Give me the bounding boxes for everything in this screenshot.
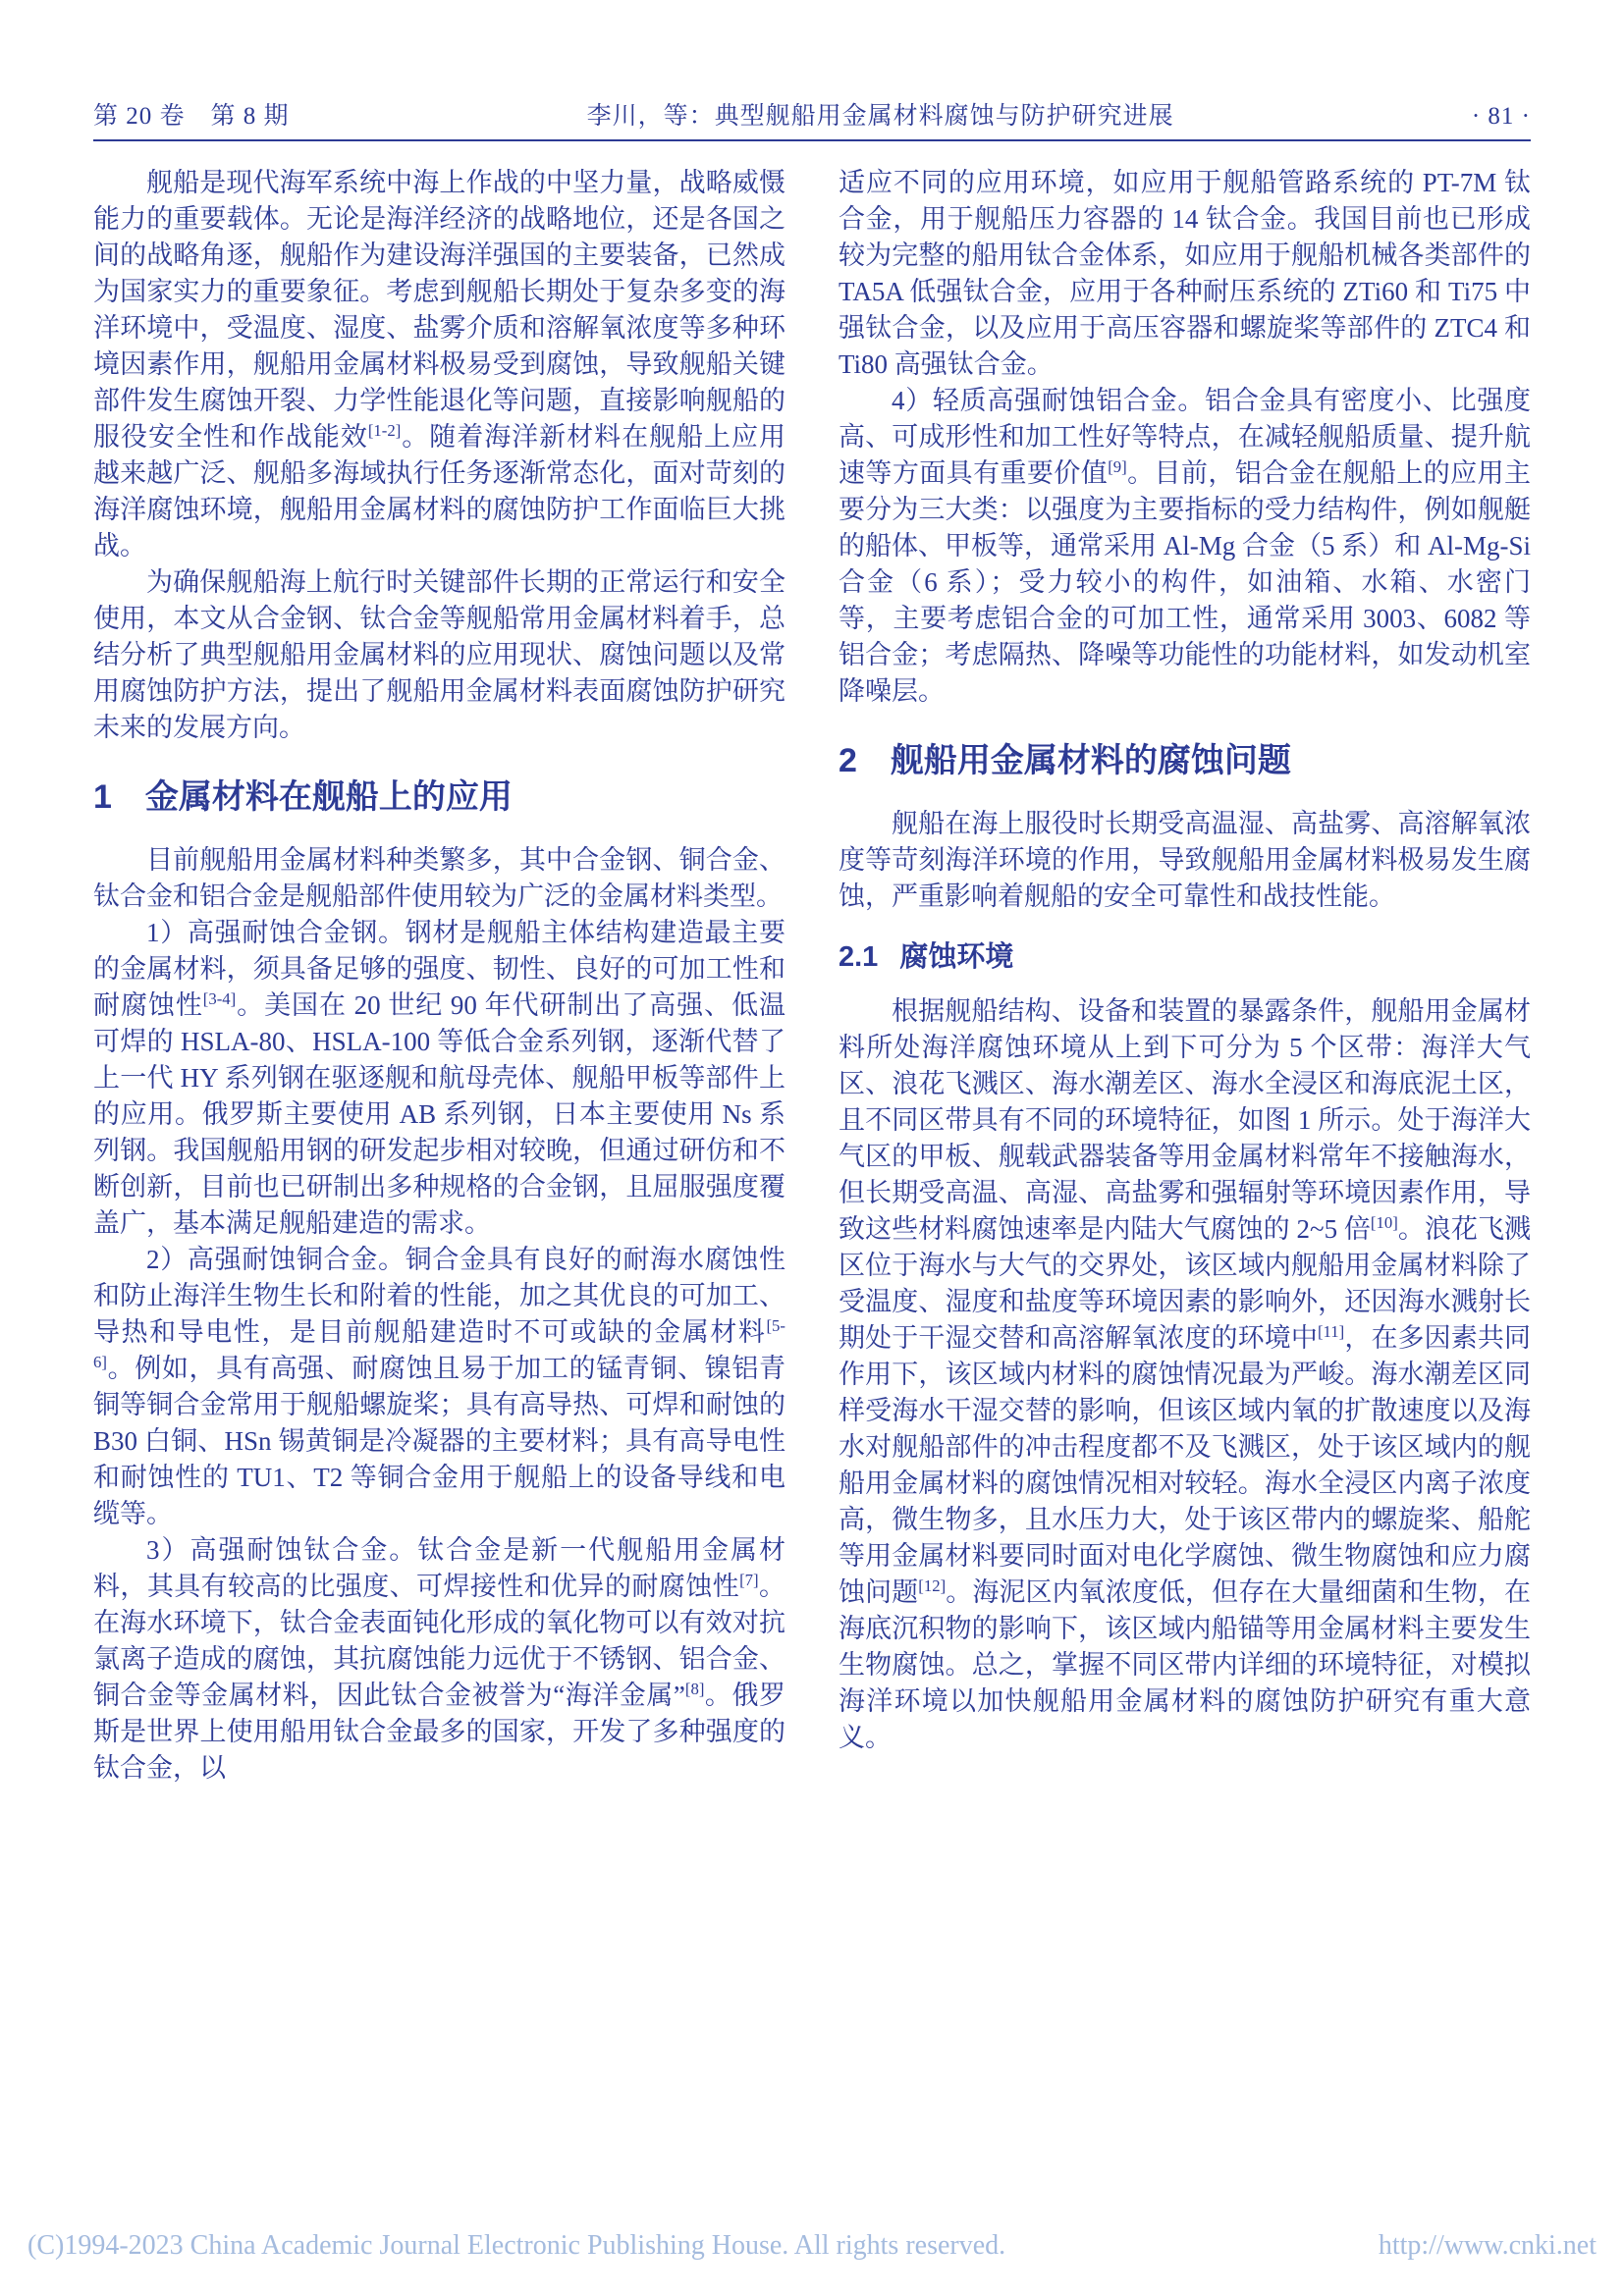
paragraph-s1-item3-continued: 适应不同的应用环境，如应用于舰船管路系统的 PT-7M 钛合金，用于舰船压力容器的 14 钛合金。我国目前也已形成较为完整的船用钛合金体系，如应用于舰船机械各类部件的 TA5A 低强钛合金，应用于各种耐压系统的 ZTi60 和 Ti75 中强钛合金，以及应用于高压容器和螺旋桨等部件的 ZTC4 和 Ti80 高强钛合金。 [839, 168, 1531, 379]
section-1-heading [93, 775, 785, 819]
paragraph-s2-intro: 舰船在海上服役时长期受高温湿、高盐雾、高溶解氧浓度等苛刻海洋环境的作用，导致舰船用金属材料极易发生腐蚀，严重影响着舰船的安全可靠性和战技性能。 [839, 809, 1531, 911]
header-volume-issue: 第 20 卷 第 8 期 [93, 103, 290, 130]
section-2-1-heading [839, 938, 1531, 976]
header-running-title: 李川，等：典型舰船用金属材料腐蚀与防护研究进展 [586, 103, 1174, 130]
header-rule [93, 139, 1531, 141]
article-body [93, 165, 1531, 1787]
section-2-title: 舰船用金属材料的腐蚀问题 [890, 742, 1291, 779]
paragraph-s1-item2-copper: 2）高强耐蚀铜合金。铜合金具有良好的耐海水腐蚀性和防止海洋生物生长和附着的性能，加之其优良的可加工、导热和导电性，是目前舰船建造时不可或缺的金属材料[5-6]。例如，具有高强、耐腐蚀且易于加工的锰青铜、镍铝青铜等铜合金常用于舰船螺旋桨；具有高导热、可焊和耐蚀的 B30 白铜、HSn 锡黄铜是冷凝器的主要材料；具有高导电性和耐蚀性的 TU1、T2 等铜合金用于舰船上的设备导线和电缆等。 [93, 1245, 785, 1528]
section-2-1-title: 腐蚀环境 [899, 941, 1014, 973]
paragraph-s1-item3-titanium: 3）高强耐蚀钛合金。钛合金是新一代舰船用金属材料，其具有较高的比强度、可焊接性和优异的耐腐蚀性[7]。在海水环境下，钛合金表面钝化形成的氧化物可以有效对抗氯离子造成的腐蚀，其抗腐蚀能力远优于不锈钢、铝合金、铜合金等金属材料，因此钛合金被誉为“海洋金属”[8]。俄罗斯是世界上使用船用钛合金最多的国家，开发了多种强度的钛合金，以 [93, 1535, 786, 1783]
page-footer [27, 2230, 1597, 2262]
paragraph-s1-item1-steel: 1）高强耐蚀合金钢。钢材是舰船主体结构建造最主要的金属材料，须具备足够的强度、韧性、良好的可加工性和耐腐蚀性[3-4]。美国在 20 世纪 90 年代研制出了高强、低温可焊的 HSLA-80、HSLA-100 等低合金系列钢，逐渐代替了上一代 HY 系列钢在驱逐舰和航母壳体、舰船甲板等部件上的应用。俄罗斯主要使用 AB 系列钢，日本主要使用 Ns 系列钢。我国舰船用钢的研发起步相对较晚，但通过研仿和不断创新，目前也已研制出多种规格的合金钢，且屈服强度覆盖广，基本满足舰船建造的需求。 [93, 918, 786, 1238]
section-2-1-number: 2.1 [839, 941, 879, 973]
section-2-heading [839, 739, 1531, 782]
column-right [839, 165, 1531, 1787]
column-left [93, 165, 785, 1787]
footer-cnki-link[interactable]: http://www.cnki.net [1378, 2230, 1597, 2261]
header-page-number: · 81 · [1471, 103, 1531, 130]
section-1-title: 金属材料在舰船上的应用 [144, 778, 513, 816]
footer-copyright: (C)1994-2023 China Academic Journal Electronic Publishing House. All rights reserved. [27, 2230, 1006, 2261]
paragraph-s1-intro: 目前舰船用金属材料种类繁多，其中合金钢、铜合金、钛合金和铝合金是舰船部件使用较为广泛的金属材料类型。 [93, 845, 785, 911]
paragraph-intro-1: 舰船是现代海军系统中海上作战的中坚力量，战略威慑能力的重要载体。无论是海洋经济的战略地位，还是各国之间的战略角逐，舰船作为建设海洋强国的主要装备，已然成为国家实力的重要象征。考虑到舰船长期处于复杂多变的海洋环境中，受温度、湿度、盐雾介质和溶解氧浓度等多种环境因素作用，舰船用金属材料极易受到腐蚀，导致舰船关键部件发生腐蚀开裂、力学性能退化等问题，直接影响舰船的服役安全性和作战能效[1-2]。随着海洋新材料在舰船上应用越来越广泛、舰船多海域执行任务逐渐常态化，面对苛刻的海洋腐蚀环境，舰船用金属材料的腐蚀防护工作面临巨大挑战。 [93, 168, 786, 561]
paragraph-s2-1-environment: 根据舰船结构、设备和装置的暴露条件，舰船用金属材料所处海洋腐蚀环境从上到下可分为 5 个区带：海洋大气区、浪花飞溅区、海水潮差区、海水全浸区和海底泥土区，且不同区带具有不同的环境特征，如图 1 所示。处于海洋大气区的甲板、舰载武器装备等用金属材料常年不接触海水，但长期受高温、高湿、高盐雾和强辐射等环境因素作用，导致这些材料腐蚀速率是内陆大气腐蚀的 2~5 倍[10]。浪花飞溅区位于海水与大气的交界处，该区域内舰船用金属材料除了受温度、湿度和盐度等环境因素的影响外，还因海水溅射长期处于干湿交替和高溶解氧浓度的环境中[11]，在多因素共同作用下，该区域内材料的腐蚀情况最为严峻。海水潮差区同样受海水干湿交替的影响，但该区域内氧的扩散速度以及海水对舰船部件的冲击程度都不及飞溅区，处于该区域内的舰船用金属材料的腐蚀情况相对较轻。海水全浸区内离子浓度高，微生物多，且水压力大，处于该区带内的螺旋桨、船舵等用金属材料要同时面对电化学腐蚀、微生物腐蚀和应力腐蚀问题[12]。海泥区内氧浓度低，但存在大量细菌和生物，在海底沉积物的影响下，该区域内船锚等用金属材料主要发生生物腐蚀。总之，掌握不同区带内详细的环境特征，对模拟海洋环境以加快舰船用金属材料的腐蚀防护研究有重大意义。 [839, 996, 1532, 1752]
paragraph-intro-2: 为确保舰船海上航行时关键部件长期的正常运行和安全使用，本文从合金钢、钛合金等舰船常用金属材料着手，总结分析了典型舰船用金属材料的应用现状、腐蚀问题以及常用腐蚀防护方法，提出了舰船用金属材料表面腐蚀防护研究未来的发展方向。 [93, 567, 785, 742]
paragraph-s1-item4-aluminum: 4）轻质高强耐蚀铝合金。铝合金具有密度小、比强度高、可成形性和加工性好等特点，在减轻舰船质量、提升航速等方面具有重要价值[9]。目前，铝合金在舰船上的应用主要分为三大类：以强度为主要指标的受力结构件，例如舰艇的船体、甲板等，通常采用 Al-Mg 合金（5 系）和 Al-Mg-Si 合金（6 系）；受力较小的构件，如油箱、水箱、水密门等，主要考虑铝合金的可加工性，通常采用 3003、6082 等铝合金；考虑隔热、降噪等功能性的功能材料，如发动机室降噪层。 [839, 386, 1532, 706]
running-header [93, 96, 1531, 132]
section-2-number: 2 [839, 742, 857, 779]
section-1-number: 1 [93, 778, 112, 816]
